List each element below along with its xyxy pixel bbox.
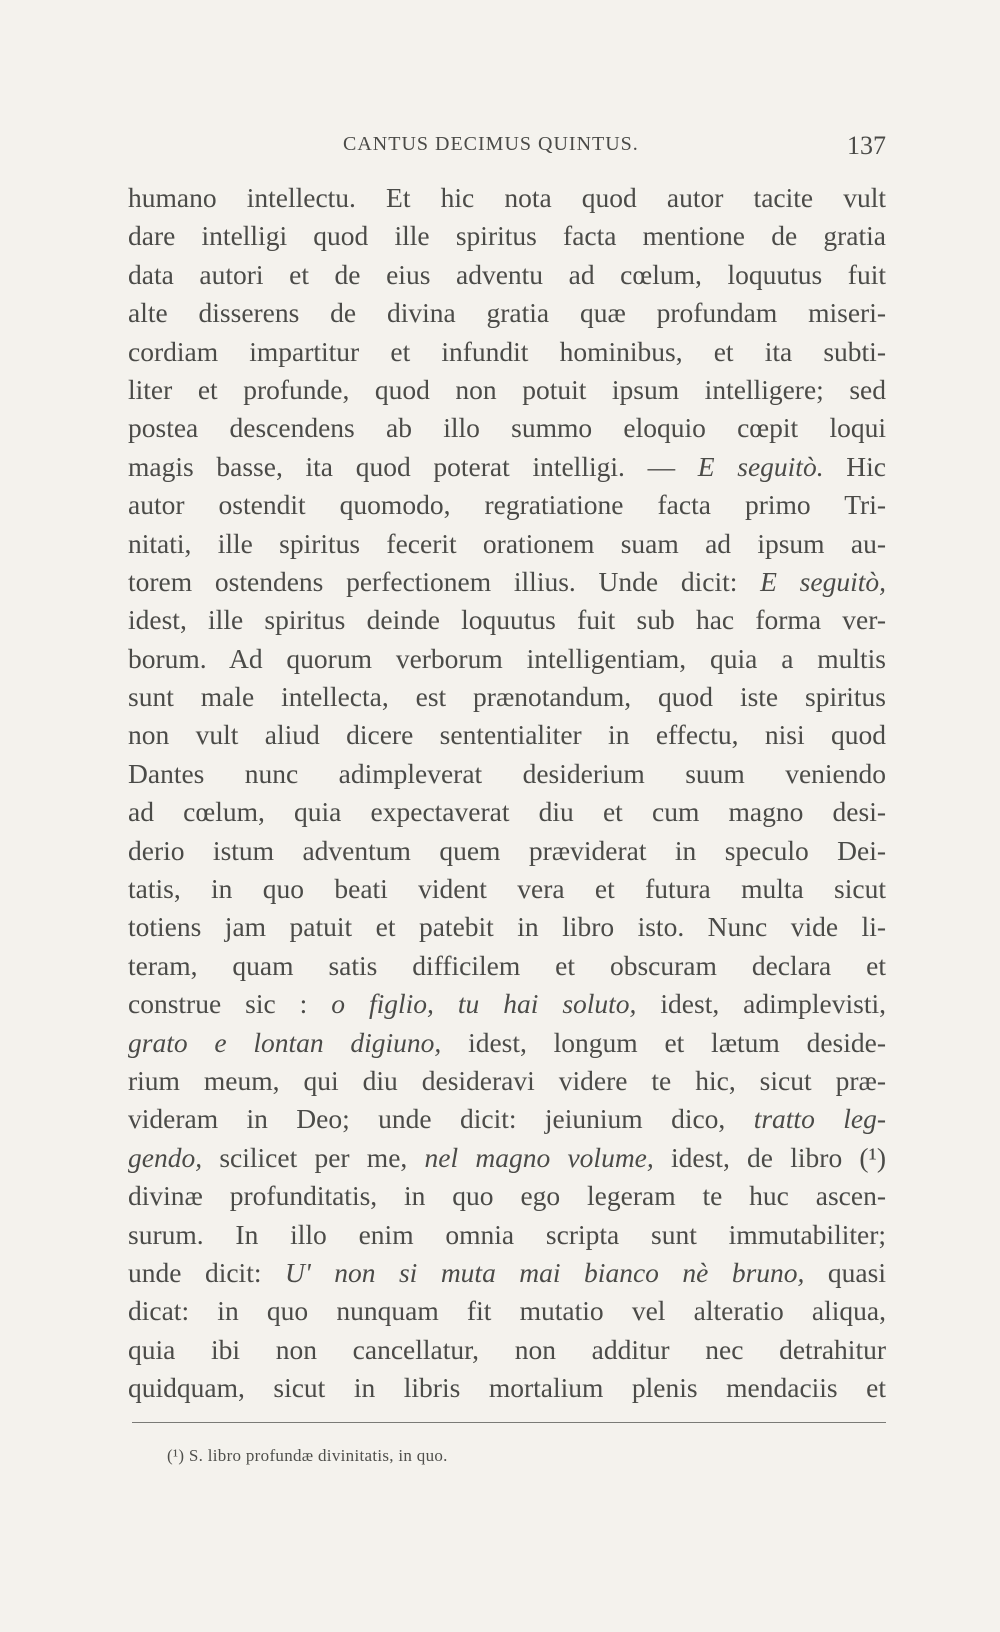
text-line	[128, 1062, 886, 1100]
text-segment: tatis, in quo beati vident vera et futura multa sicut	[128, 873, 886, 905]
text-line	[128, 486, 886, 524]
footnote: (¹) S. libro profundæ divinitatis, in quo.	[167, 1446, 448, 1465]
text-line	[128, 601, 886, 639]
page-number: 137	[847, 131, 886, 160]
text-segment: construe sic :	[128, 988, 332, 1020]
text-line	[128, 525, 886, 563]
text-line	[128, 716, 886, 754]
text-segment: surum. In illo enim omnia scripta sunt immutabiliter;	[128, 1218, 886, 1250]
text-segment: Dantes nunc adimpleverat desiderium suum veniendo	[128, 757, 886, 789]
text-line	[128, 1139, 886, 1177]
text-line	[128, 870, 886, 908]
text-line	[128, 409, 886, 447]
text-segment: quia ibi non cancellatur, non additur nec detrahitur	[128, 1333, 886, 1365]
text-segment: data autori et de eius adventu ad cœlum, loquutus fuit	[128, 258, 886, 290]
text-segment: Hic	[823, 450, 886, 482]
text-segment: torem ostendens perfectionem illius. Unde dicit:	[128, 565, 761, 597]
text-line	[128, 563, 886, 601]
text-line	[128, 371, 886, 409]
text-segment: videram in Deo; unde dicit: jeiunium dico,	[128, 1103, 754, 1135]
italic-quote: gendo,	[128, 1141, 203, 1173]
text-line	[128, 333, 886, 371]
text-line	[128, 678, 886, 716]
text-line	[128, 1292, 886, 1330]
text-segment: ad cœlum, quia expectaverat diu et cum magno desi-	[128, 796, 886, 828]
text-line	[128, 1100, 886, 1138]
text-segment: dicat: in quo nunquam fit mutatio vel alteratio aliqua,	[128, 1295, 886, 1327]
text-segment: borum. Ad quorum verborum intelligentiam, quia a multis	[128, 642, 886, 674]
italic-quote: U' non si muta mai bianco nè bruno,	[284, 1256, 805, 1288]
text-segment: sunt male intellecta, est prænotandum, quod iste spiritus	[128, 681, 886, 713]
text-segment: alte disserens de divina gratia quæ profundam miseri-	[128, 297, 886, 329]
text-segment: idest, ille spiritus deinde loquutus fuit sub hac forma ver-	[128, 604, 886, 636]
italic-quote: E seguitò,	[760, 565, 886, 597]
text-line	[128, 256, 886, 294]
text-segment: derio istum adventum quem præviderat in speculo Dei-	[128, 834, 886, 866]
italic-quote: grato e lontan digiuno,	[128, 1026, 442, 1058]
text-line	[128, 1024, 886, 1062]
italic-quote: E seguitò.	[697, 450, 824, 482]
text-line	[128, 1254, 886, 1292]
text-line	[128, 1369, 886, 1407]
italic-quote: nel magno volume,	[424, 1141, 654, 1173]
text-segment: nitati, ille spiritus fecerit orationem suam ad ipsum au-	[128, 527, 886, 559]
italic-quote: o figlio, tu hai soluto,	[331, 988, 637, 1020]
text-segment: rium meum, qui diu desideravi videre te hic, sicut præ-	[128, 1064, 886, 1096]
text-segment: cordiam impartitur et infundit hominibus, et ita subti-	[128, 335, 886, 367]
text-line	[128, 217, 886, 255]
text-line	[128, 793, 886, 831]
text-line	[128, 448, 886, 486]
text-segment: idest, longum et lætum deside-	[441, 1026, 886, 1058]
text-segment: postea descendens ab illo summo eloquio cœpit loqui	[128, 412, 886, 444]
text-line	[128, 1216, 886, 1254]
text-segment: magis basse, ita quod poterat intelligi. —	[128, 450, 698, 482]
text-segment: autor ostendit quomodo, regratiatione facta primo Tri-	[128, 489, 886, 521]
text-segment: liter et profunde, quod non potuit ipsum intelligere; sed	[128, 373, 886, 405]
text-line	[128, 832, 886, 870]
text-line	[128, 755, 886, 793]
text-segment: quidquam, sicut in libris mortalium plenis mendaciis et	[128, 1372, 886, 1404]
footnote-rule	[132, 1422, 886, 1423]
running-head	[128, 133, 886, 167]
text-segment: quasi	[804, 1256, 886, 1288]
text-segment: divinæ profunditatis, in quo ego legeram te huc ascen-	[128, 1180, 886, 1212]
text-line	[128, 947, 886, 985]
text-segment: scilicet per me,	[202, 1141, 425, 1173]
text-segment: non vult aliud dicere sententialiter in effectu, nisi quod	[128, 719, 886, 751]
text-line	[128, 1331, 886, 1369]
text-line	[128, 179, 886, 217]
text-line	[128, 985, 886, 1023]
text-segment: dare intelligi quod ille spiritus facta mentione de gratia	[128, 220, 886, 252]
text-segment: unde dicit:	[128, 1256, 285, 1288]
text-line	[128, 908, 886, 946]
text-line	[128, 640, 886, 678]
text-segment: totiens jam patuit et patebit in libro isto. Nunc vide li-	[128, 911, 886, 943]
text-segment: teram, quam satis difficilem et obscuram declara et	[128, 949, 886, 981]
text-line	[128, 1177, 886, 1215]
running-title: CANTUS DECIMUS QUINTUS.	[343, 133, 639, 155]
body-text	[128, 179, 886, 1408]
text-segment: humano intellectu. Et hic nota quod autor tacite vult	[128, 182, 886, 213]
italic-quote: tratto leg-	[753, 1103, 886, 1135]
text-line	[128, 294, 886, 332]
text-segment: idest, adimplevisti,	[636, 988, 886, 1020]
text-segment: idest, de libro (¹)	[653, 1141, 886, 1173]
